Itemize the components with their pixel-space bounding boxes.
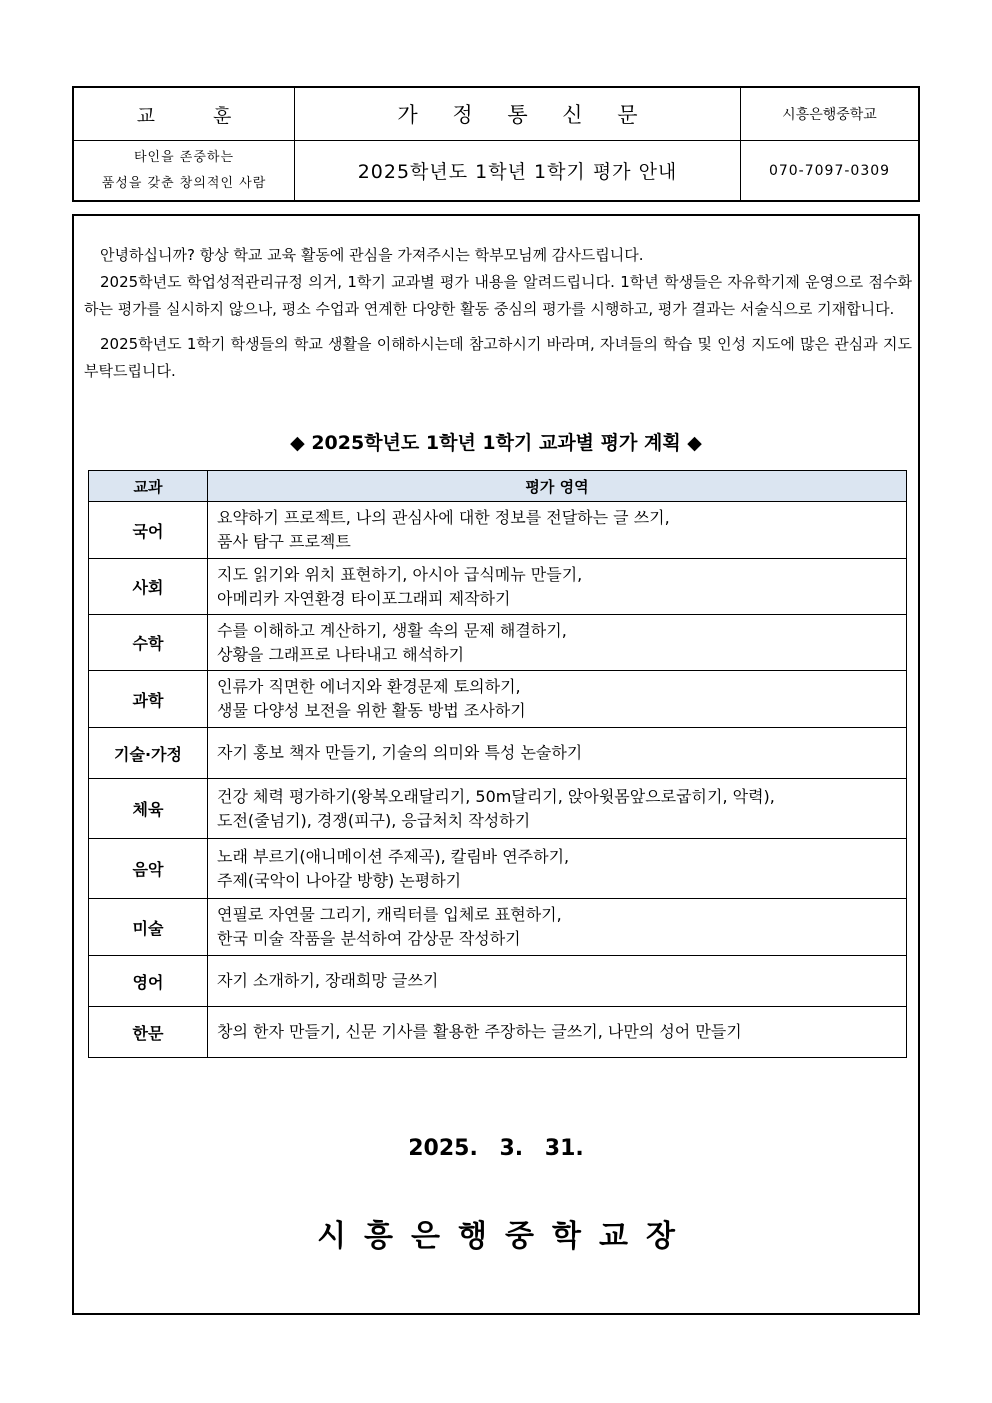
area-cell (208, 779, 907, 839)
table-row (89, 671, 907, 728)
table-row (89, 559, 907, 615)
area-line: 상황을 그래프로 나타내고 해석하기 (217, 644, 465, 664)
school-cell (741, 88, 918, 141)
area-cell (208, 839, 907, 899)
area-line: 건강 체력 평가하기(왕복오래달리기, 50m달리기, 앉아윗몸앞으로굽히기, 악력), (217, 786, 775, 806)
area-line: 품사 탐구 프로젝트 (217, 532, 351, 551)
subject-cell: 기술·가정 (89, 728, 208, 779)
area-line: 창의 한자 만들기, 신문 기사를 활용한 주장하는 글쓰기, 나만의 성어 만들기 (217, 1022, 742, 1041)
subject-cell: 수학 (89, 615, 208, 671)
column-header-subject: 교과 (89, 471, 208, 502)
area-line: 수를 이해하고 계산하기, 생활 속의 문제 해결하기, (217, 620, 567, 640)
motto-line-2: 품성을 갖춘 창의적인 사람 (101, 175, 267, 191)
school-name: 시흥은행중학교 (782, 107, 877, 123)
table-row (89, 899, 907, 956)
table-row (89, 956, 907, 1007)
issue-date: 2025. 3. 31. (408, 1136, 584, 1161)
subject-cell: 음악 (89, 839, 208, 899)
area-cell (208, 1007, 907, 1058)
newsletter-header (72, 86, 920, 202)
area-line: 지도 읽기와 위치 표현하기, 아시아 급식메뉴 만들기, (217, 564, 583, 584)
newsletter-title: 가 정 통 신 문 (397, 103, 652, 127)
area-cell (208, 728, 907, 779)
subject-cell: 한문 (89, 1007, 208, 1058)
principal-signature: 시흥은행중학교장 (317, 1219, 693, 1254)
area-line: 연필로 자연물 그리기, 캐릭터를 입체로 표현하기, (217, 905, 562, 924)
phone-cell (741, 141, 918, 200)
motto-text (102, 145, 267, 197)
intro-paragraph-1: 안녕하십니까? 항상 학교 교육 활동에 관심을 가져주시는 학부모님께 감사드립니다. (100, 246, 644, 264)
motto-label: 교 훈 (136, 104, 258, 127)
intro-text (84, 242, 912, 385)
table-row (89, 615, 907, 671)
motto-line-1: 타인을 존중하는 (133, 149, 235, 165)
area-line: 아메리카 자연환경 타이포그래피 제작하기 (217, 588, 511, 608)
area-cell (208, 502, 907, 559)
table-row (89, 728, 907, 779)
intro-paragraph-2: 2025학년도 학업성적관리규정 의거, 1학기 교과별 평가 내용을 알려드립니다. 1학년 학생들은 자유학기제 운영으로 점수화하는 평가를 실시하지 않으나, 평소 수업과 연계한 다양한 활동 중심의 평가를 시행하고, 평가 결과는 서술식으로 기재합니다. (84, 273, 912, 318)
area-line: 한국 미술 작품을 분석하여 감상문 작성하기 (217, 929, 521, 948)
notice-subject: 2025학년도 1학년 1학기 평가 안내 (357, 161, 678, 183)
area-line: 주제(국악이 나아갈 방향) 논평하기 (217, 870, 462, 890)
phone-number: 070-7097-0309 (768, 162, 891, 179)
table-row (89, 502, 907, 559)
subject-cell (295, 141, 741, 200)
evaluation-plan-table (88, 470, 907, 1058)
subject-cell: 과학 (89, 671, 208, 728)
title-cell (295, 88, 741, 141)
area-line: 노래 부르기(애니메이션 주제곡), 칼림바 연주하기, (217, 846, 570, 866)
subject-cell: 체육 (89, 779, 208, 839)
area-line: 생물 다양성 보전을 위한 활동 방법 조사하기 (217, 701, 526, 720)
area-line: 요약하기 프로젝트, 나의 관심사에 대한 정보를 전달하는 글 쓰기, (217, 508, 670, 527)
intro-paragraph-3: 2025학년도 1학기 학생들의 학교 생활을 이해하시는데 참고하시기 바라며, 자녀들의 학습 및 인성 지도에 많은 관심과 지도 부탁드립니다. (84, 335, 912, 380)
area-line: 자기 홍보 책자 만들기, 기술의 의미와 특성 논술하기 (217, 743, 583, 762)
table-row (89, 779, 907, 839)
table-header-row (89, 471, 907, 502)
motto-label-cell (74, 88, 295, 141)
area-cell (208, 671, 907, 728)
area-line: 자기 소개하기, 장래희망 글쓰기 (217, 971, 439, 990)
area-cell (208, 956, 907, 1007)
area-cell (208, 559, 907, 615)
area-cell (208, 899, 907, 956)
area-line: 도전(줄넘기), 경쟁(피구), 응급처치 작성하기 (217, 810, 531, 830)
column-header-area: 평가 영역 (208, 471, 907, 502)
main-content-box (72, 214, 920, 1315)
area-cell (208, 615, 907, 671)
subject-cell: 국어 (89, 502, 208, 559)
table-row (89, 1007, 907, 1058)
subject-cell: 사회 (89, 559, 208, 615)
subject-cell: 영어 (89, 956, 208, 1007)
table-row (89, 839, 907, 899)
area-line: 인류가 직면한 에너지와 환경문제 토의하기, (217, 677, 521, 696)
motto-cell (74, 141, 295, 200)
subject-cell: 미술 (89, 899, 208, 956)
plan-title: ◆ 2025학년도 1학년 1학기 교과별 평가 계획 ◆ (290, 432, 702, 454)
